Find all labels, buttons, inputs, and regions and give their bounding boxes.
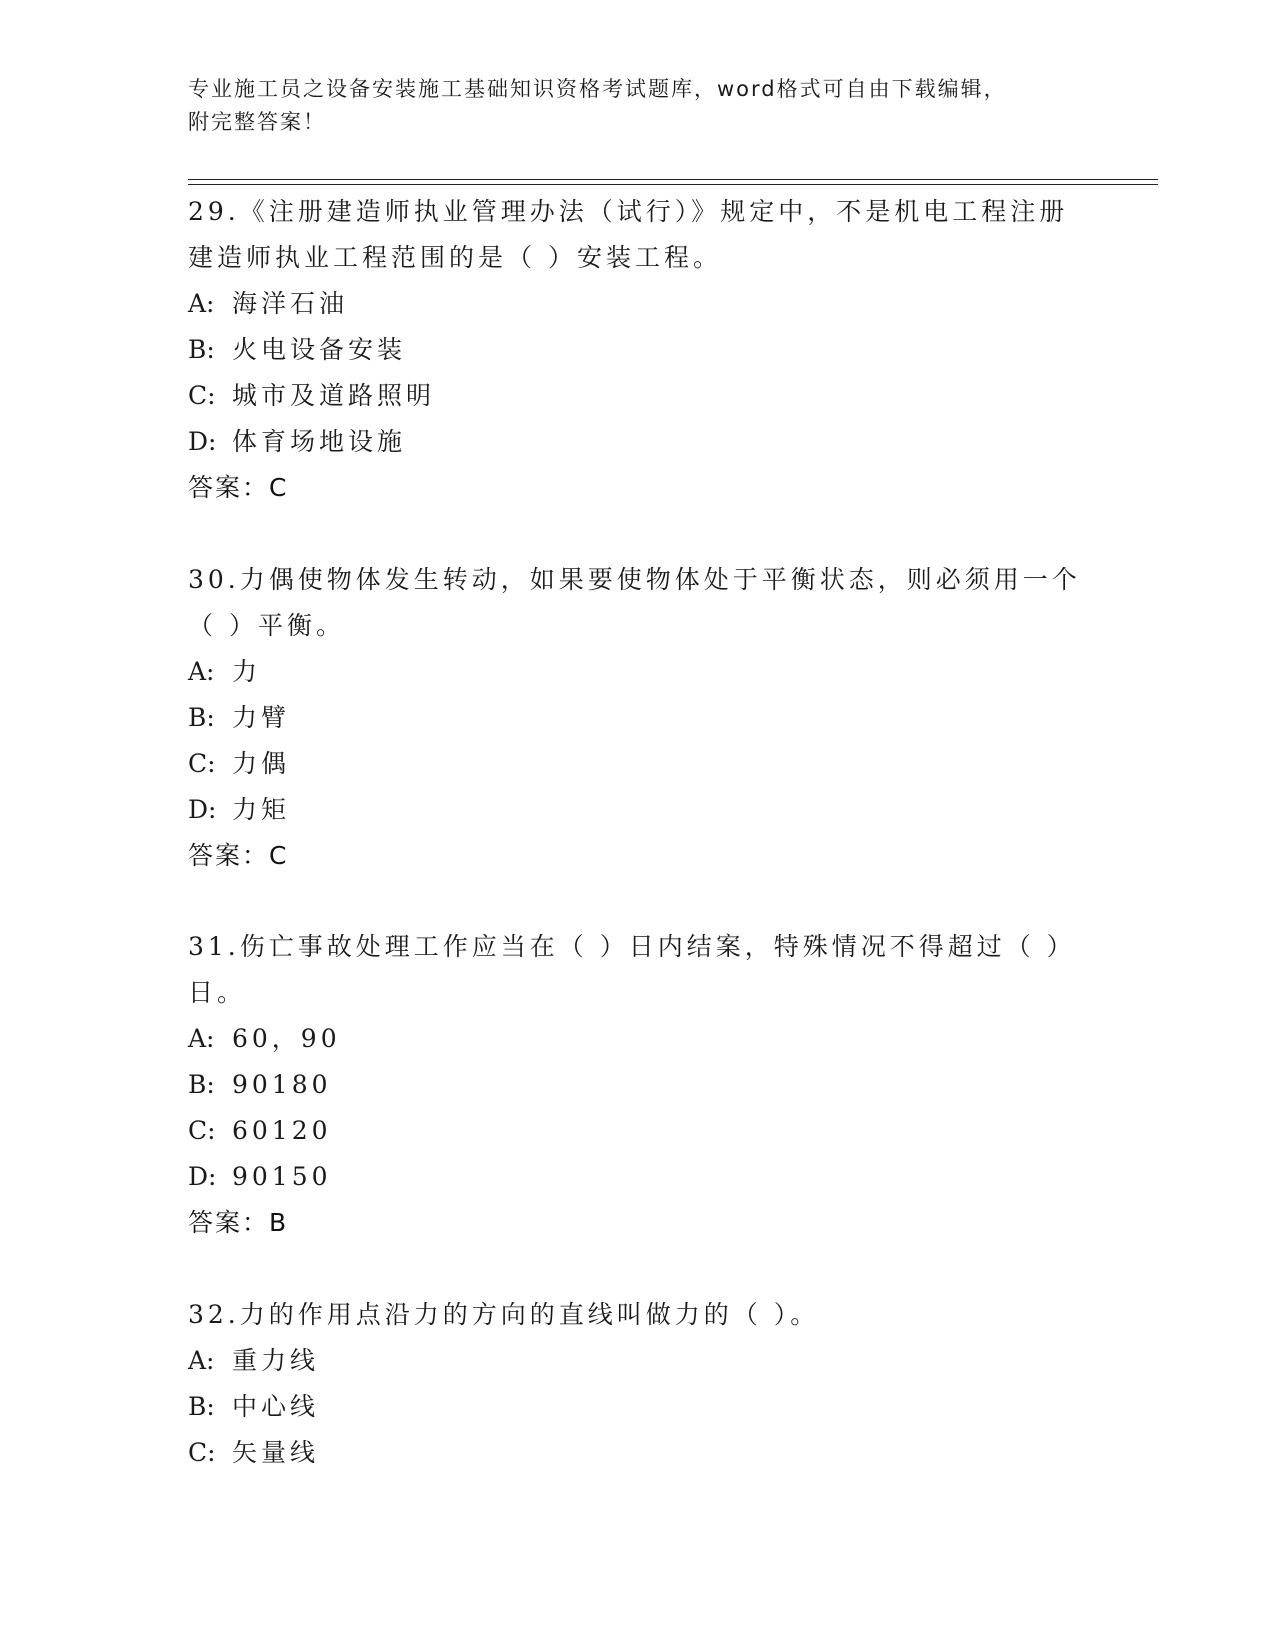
option-key: D: — [188, 427, 217, 456]
question-stem-line-1: 31.伤亡事故处理工作应当在（ ）日内结案，特殊情况不得超过（ ） — [188, 932, 1076, 961]
option-a — [188, 649, 1088, 695]
option-b — [188, 1384, 1088, 1430]
option-c — [188, 1430, 1088, 1476]
option-c — [188, 741, 1088, 787]
question-stem — [188, 924, 1088, 1016]
header-divider-top — [188, 179, 1158, 180]
option-key: B: — [188, 1392, 215, 1421]
option-text: 力 — [232, 657, 262, 686]
option-a — [188, 1338, 1088, 1384]
header-line-2: 附完整答案！ — [188, 110, 326, 134]
header-divider-bottom — [188, 184, 1158, 185]
option-key: D: — [188, 795, 217, 824]
option-key: A: — [188, 289, 215, 318]
answer: 答案：C — [188, 473, 289, 502]
question-stem — [188, 189, 1088, 281]
question-stem-line-2: 日。 — [188, 978, 247, 1007]
question-stem-line-1: 29.《注册建造师执业管理办法（试行）》规定中，不是机电工程注册 — [188, 197, 1069, 226]
question-stem-line-2: （ ）平衡。 — [188, 611, 345, 640]
question-29 — [188, 189, 1088, 511]
option-text: 矢量线 — [232, 1438, 320, 1467]
option-text: 城市及道路照明 — [232, 381, 436, 410]
option-key: B: — [188, 1070, 215, 1099]
option-text: 60120 — [232, 1116, 332, 1145]
option-c — [188, 1108, 1088, 1154]
option-d — [188, 419, 1088, 465]
option-c — [188, 373, 1088, 419]
answer: 答案：B — [188, 1208, 289, 1237]
question-stem — [188, 1292, 1088, 1338]
option-key: C: — [188, 381, 216, 410]
option-b — [188, 327, 1088, 373]
option-key: B: — [188, 703, 215, 732]
option-text: 重力线 — [232, 1346, 320, 1375]
option-text: 90150 — [232, 1162, 332, 1191]
option-key: A: — [188, 657, 215, 686]
option-b — [188, 695, 1088, 741]
question-stem — [188, 557, 1088, 649]
option-text: 火电设备安装 — [232, 335, 407, 364]
option-text: 力矩 — [232, 795, 291, 824]
option-text: 力臂 — [232, 703, 291, 732]
option-text: 海洋石油 — [232, 289, 349, 318]
option-text: 力偶 — [232, 749, 291, 778]
option-key: C: — [188, 1116, 216, 1145]
option-b — [188, 1062, 1088, 1108]
document-header — [188, 73, 1088, 139]
question-stem-line-2: 建造师执业工程范围的是（ ）安装工程。 — [188, 243, 722, 272]
option-text: 60，90 — [232, 1024, 341, 1053]
option-key: B: — [188, 335, 215, 364]
option-key: D: — [188, 1162, 217, 1191]
question-stem-line-1: 30.力偶使物体发生转动，如果要使物体处于平衡状态，则必须用一个 — [188, 565, 1081, 594]
option-d — [188, 1154, 1088, 1200]
question-30 — [188, 557, 1088, 879]
question-32 — [188, 1292, 1088, 1476]
option-key: A: — [188, 1346, 215, 1375]
option-text: 体育场地设施 — [232, 427, 407, 456]
header-line-1: 专业施工员之设备安装施工基础知识资格考试题库，word格式可自由下载编辑， — [188, 77, 1007, 101]
question-31 — [188, 924, 1088, 1246]
option-text: 中心线 — [232, 1392, 320, 1421]
question-stem-line-1: 32.力的作用点沿力的方向的直线叫做力的（ ）。 — [188, 1300, 820, 1329]
option-key: C: — [188, 749, 216, 778]
answer: 答案：C — [188, 841, 289, 870]
option-a — [188, 281, 1088, 327]
option-key: C: — [188, 1438, 216, 1467]
option-text: 90180 — [232, 1070, 332, 1099]
option-d — [188, 787, 1088, 833]
option-a — [188, 1016, 1088, 1062]
option-key: A: — [188, 1024, 215, 1053]
